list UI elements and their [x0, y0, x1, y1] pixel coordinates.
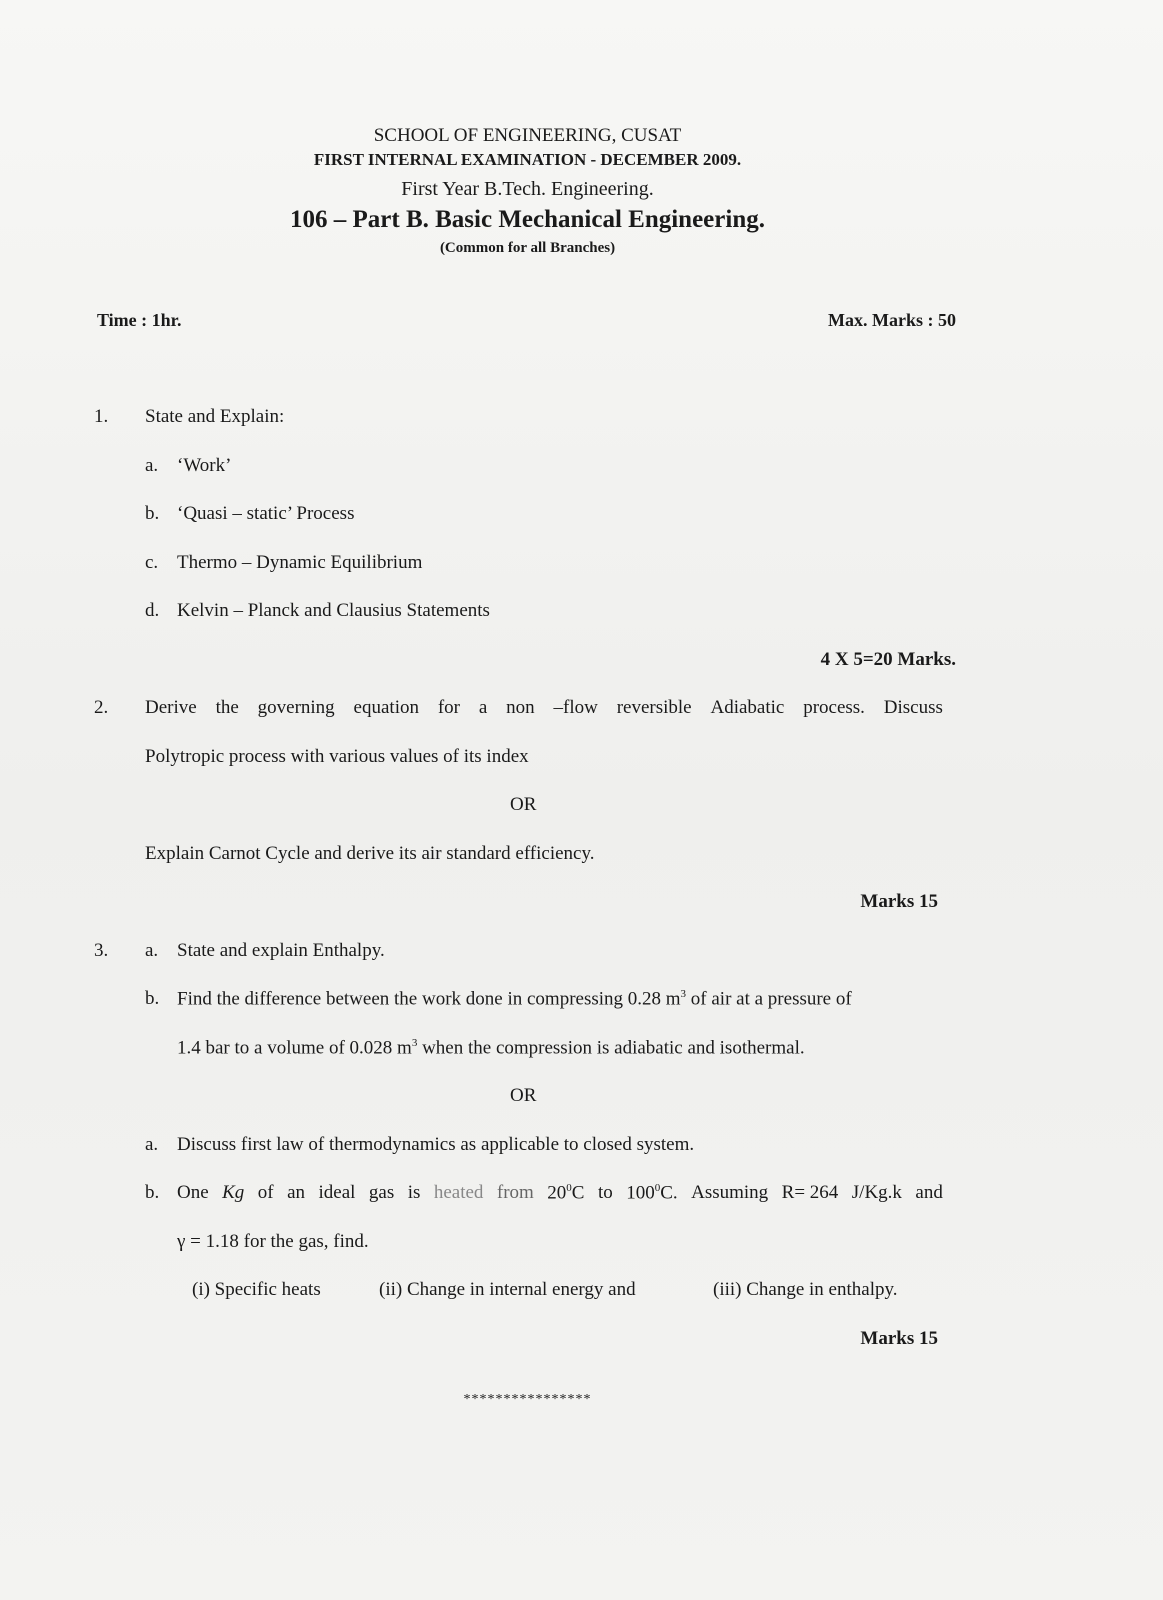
- subject-title: 106 – Part B. Basic Mechanical Engineering.: [290, 206, 765, 233]
- end-of-paper-stars: ****************: [463, 1392, 592, 1407]
- q3-b2-label: b.: [145, 1182, 160, 1203]
- q3-sub-i: (i) Specific heats: [192, 1279, 321, 1300]
- q1-part-d-label: d.: [145, 600, 160, 621]
- q1-part-c-label: c.: [145, 552, 159, 573]
- branches-note: (Common for all Branches): [439, 240, 616, 256]
- q3-a-label: a.: [145, 940, 159, 961]
- exam-time: Time : 1hr.: [97, 310, 182, 330]
- q1-number: 1.: [94, 406, 109, 427]
- q2-line2: Polytropic process with various values of its index: [145, 746, 529, 767]
- q2-line1: Derive the governing equation for a non –flow reversible Adiabatic process. Discuss: [145, 697, 943, 718]
- q3-a-text: State and explain Enthalpy.: [177, 940, 385, 961]
- max-marks: Max. Marks : 50: [828, 310, 956, 330]
- q1-part-b-text: ‘Quasi – static’ Process: [177, 503, 355, 524]
- q3-a2-text: Discuss first law of thermodynamics as applicable to closed system.: [177, 1134, 695, 1155]
- q3-b-line2: 1.4 bar to a volume of 0.028 $m^3$ when the compression is adiabatic and isothermal.: [177, 1037, 805, 1059]
- q1-part-c-text: Thermo – Dynamic Equilibrium: [177, 552, 423, 573]
- q3-number: 3.: [94, 940, 109, 961]
- q1-part-d-text: Kelvin – Planck and Clausius Statements: [177, 600, 490, 621]
- q2-alternative: Explain Carnot Cycle and derive its air standard efficiency.: [145, 843, 595, 864]
- q3-b2-line2: γ = 1.18 for the gas, find.: [177, 1231, 369, 1252]
- q1-part-a-text: ‘Work’: [177, 455, 232, 476]
- q3-b2-line1: One Kg of an ideal gas is heated from $20^0C$ to $100^0C$. Assuming R= 264 J/Kg.k and: [177, 1182, 943, 1204]
- q1-marks: 4 X 5=20 Marks.: [820, 649, 956, 670]
- q2-marks: Marks 15: [860, 891, 938, 912]
- institution-name: SCHOOL OF ENGINEERING, CUSAT: [373, 125, 682, 146]
- q3-b-label: b.: [145, 988, 160, 1009]
- exam-title: FIRST INTERNAL EXAMINATION - DECEMBER 2009.: [313, 150, 742, 169]
- q2-or: OR: [510, 794, 537, 815]
- q3-b-line1: Find the difference between the work done in compressing 0.28 $m^3$ of air at a pressure of: [177, 988, 852, 1010]
- q1-part-a-label: a.: [145, 455, 159, 476]
- q1-stem: State and Explain:: [145, 406, 285, 427]
- q1-part-b-label: b.: [145, 503, 160, 524]
- q3-a2-label: a.: [145, 1134, 159, 1155]
- course-year: First Year B.Tech. Engineering.: [401, 178, 654, 200]
- q2-number: 2.: [94, 697, 109, 718]
- q3-or: OR: [510, 1085, 537, 1106]
- q3-sub-ii: (ii) Change in internal energy and: [379, 1279, 636, 1300]
- q3-marks: Marks 15: [860, 1328, 938, 1349]
- q3-sub-iii: (iii) Change in enthalpy.: [713, 1279, 898, 1300]
